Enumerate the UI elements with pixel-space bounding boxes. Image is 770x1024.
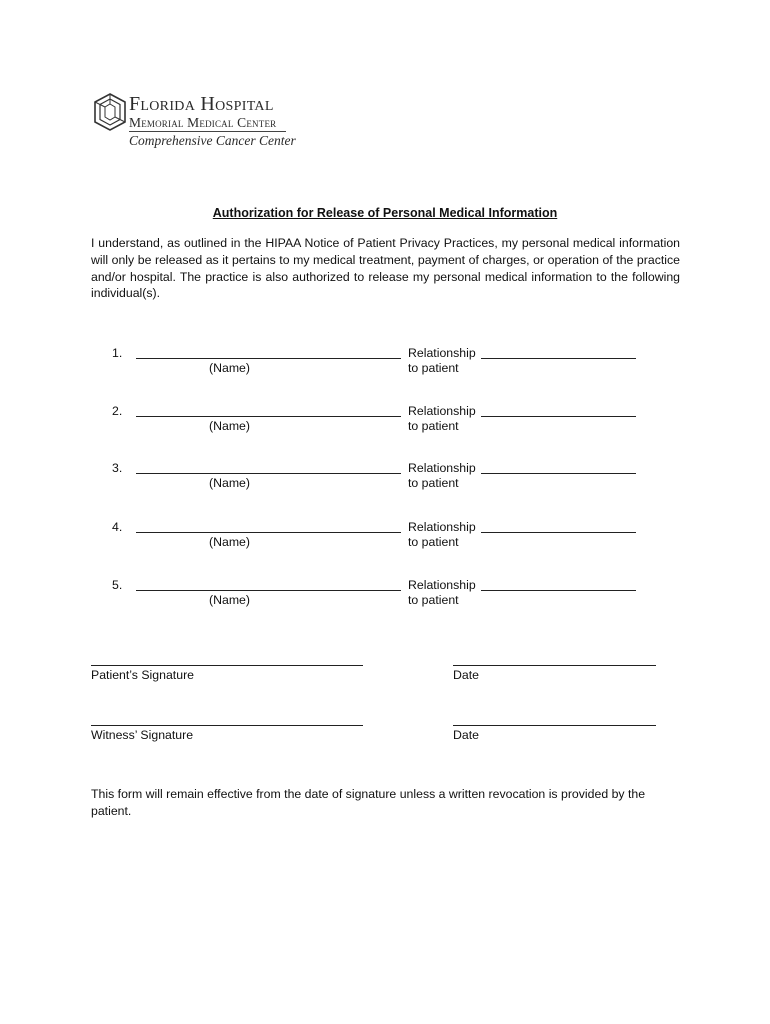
effective-notice: This form will remain effective from the date of signature unless a written revocation is provided by the patient.	[91, 787, 646, 818]
name-label: (Name)	[209, 593, 250, 607]
witness-signature-label: Witness’ Signature	[91, 728, 194, 742]
logo-title: Florida Hospital	[129, 93, 274, 115]
to-patient-label: to patient	[408, 361, 459, 375]
to-patient-label: to patient	[408, 593, 459, 607]
name-label: (Name)	[209, 419, 250, 433]
logo-divider	[129, 131, 286, 132]
to-patient-label: to patient	[408, 535, 459, 549]
relationship-field[interactable]	[481, 473, 636, 474]
name-field[interactable]	[136, 532, 401, 533]
logo-subtitle: Memorial Medical Center	[129, 115, 277, 130]
to-patient-label: to patient	[408, 419, 459, 433]
entry-number: 5.	[112, 578, 123, 592]
relationship-label: Relationship	[408, 404, 476, 418]
entry-number: 3.	[112, 461, 123, 475]
name-label: (Name)	[209, 535, 250, 549]
name-field[interactable]	[136, 358, 401, 359]
hospital-logo	[92, 90, 296, 152]
relationship-label: Relationship	[408, 461, 476, 475]
authorized-person-entry-5	[0, 578, 770, 612]
form-title: Authorization for Release of Personal Medical Information	[212, 206, 558, 220]
patient-date-label: Date	[453, 668, 479, 682]
name-field[interactable]	[136, 590, 401, 591]
witness-date-label: Date	[453, 728, 479, 742]
authorized-person-entry-1	[0, 346, 770, 380]
name-field[interactable]	[136, 473, 401, 474]
entry-number: 1.	[112, 346, 123, 360]
relationship-field[interactable]	[481, 532, 636, 533]
to-patient-label: to patient	[408, 476, 459, 490]
patient-date-field[interactable]	[453, 665, 656, 666]
patient-signature-label: Patient’s Signature	[91, 668, 194, 682]
entry-number: 2.	[112, 404, 123, 418]
relationship-field[interactable]	[481, 416, 636, 417]
logo-tagline: Comprehensive Cancer Center	[129, 133, 296, 148]
hospital-emblem-icon	[92, 92, 128, 132]
patient-signature-field[interactable]	[91, 665, 363, 666]
name-label: (Name)	[209, 361, 250, 375]
relationship-field[interactable]	[481, 358, 636, 359]
relationship-label: Relationship	[408, 346, 476, 360]
authorized-person-entry-2	[0, 404, 770, 438]
name-label: (Name)	[209, 476, 250, 490]
relationship-label: Relationship	[408, 520, 476, 534]
intro-paragraph: I understand, as outlined in the HIPAA Notice of Patient Privacy Practices, my personal medical information will only be released as it pertains to my medical treatment, payment of charges, or operation of the practice and/or hospital. The practice is also authorized to release my personal medical information to the following individual(s).	[91, 236, 680, 301]
relationship-label: Relationship	[408, 578, 476, 592]
name-field[interactable]	[136, 416, 401, 417]
relationship-field[interactable]	[481, 590, 636, 591]
authorized-person-entry-4	[0, 520, 770, 554]
witness-date-field[interactable]	[453, 725, 656, 726]
witness-signature-field[interactable]	[91, 725, 363, 726]
entry-number: 4.	[112, 520, 123, 534]
authorized-person-entry-3	[0, 461, 770, 495]
